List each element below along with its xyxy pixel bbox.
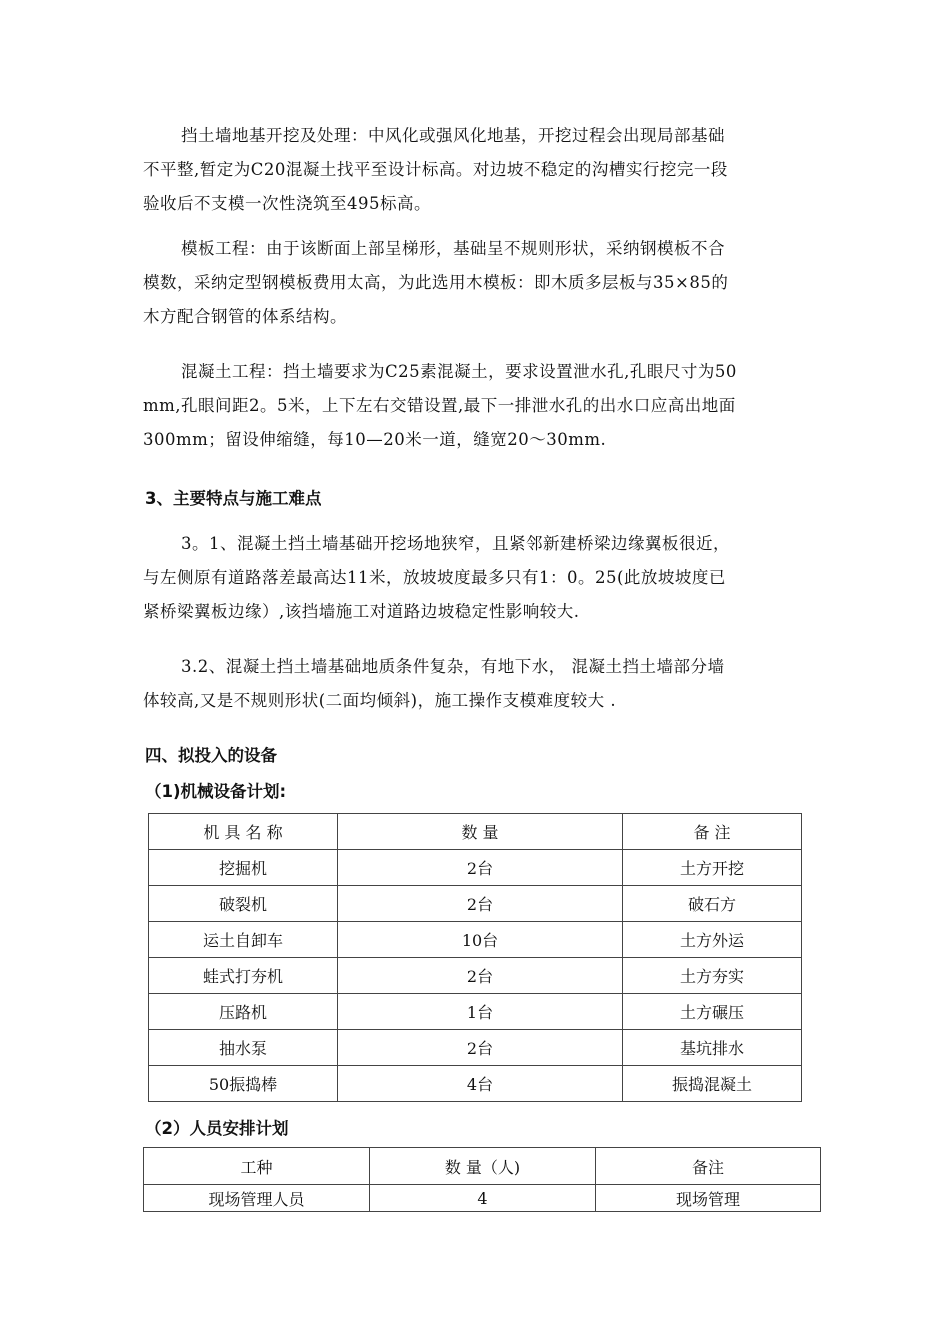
text-line: 模数，采纳定型钢模板费用太高，为此选用木模板：即木质多层板与35×85的 bbox=[143, 273, 729, 292]
table-cell: 压路机 bbox=[149, 994, 338, 1030]
paragraph-difficulty-2 bbox=[143, 650, 813, 718]
equipment-table bbox=[148, 813, 802, 1102]
table-cell: 运土自卸车 bbox=[149, 922, 338, 958]
table-header-row bbox=[144, 1148, 821, 1185]
text-line: 木方配合钢管的体系结构。 bbox=[143, 307, 347, 326]
table-cell: 4台 bbox=[338, 1066, 623, 1102]
table-row bbox=[144, 1185, 821, 1212]
table-cell: 土方碾压 bbox=[623, 994, 802, 1030]
text-line: 验收后不支模一次性浇筑至495标高。 bbox=[143, 194, 431, 213]
table-cell: 10台 bbox=[338, 922, 623, 958]
table-cell: 抽水泵 bbox=[149, 1030, 338, 1066]
table-cell: 4 bbox=[370, 1185, 596, 1212]
table-cell: 现场管理人员 bbox=[144, 1185, 370, 1212]
column-header: 备 注 bbox=[623, 814, 802, 850]
text-line: 混凝土工程：挡土墙要求为C25素混凝土，要求设置泄水孔,孔眼尺寸为50 bbox=[181, 362, 737, 381]
table-cell: 蛙式打夯机 bbox=[149, 958, 338, 994]
paragraph-difficulty-1 bbox=[143, 527, 813, 629]
table-header-row bbox=[149, 814, 802, 850]
table-cell: 土方外运 bbox=[623, 922, 802, 958]
column-header: 数 量 bbox=[338, 814, 623, 850]
table-row bbox=[149, 850, 802, 886]
text-line: 体较高,又是不规则形状(二面均倾斜)，施工操作支模难度较大 . bbox=[143, 691, 617, 710]
table-cell: 基坑排水 bbox=[623, 1030, 802, 1066]
text-line: 300mm；留设伸缩缝，每10—20米一道，缝宽20～30mm. bbox=[143, 430, 607, 449]
table-cell: 现场管理 bbox=[596, 1185, 821, 1212]
table-row bbox=[149, 1030, 802, 1066]
paragraph-formwork bbox=[143, 232, 813, 334]
text-line: 挡土墙地基开挖及处理：中风化或强风化地基，开挖过程会出现局部基础 bbox=[181, 126, 725, 145]
column-header: 备注 bbox=[596, 1148, 821, 1185]
table-cell: 1台 bbox=[338, 994, 623, 1030]
text-line: 不平整,暂定为C20混凝土找平至设计标高。对边坡不稳定的沟槽实行挖完一段 bbox=[143, 160, 728, 179]
table-row bbox=[149, 1066, 802, 1102]
table-row bbox=[149, 958, 802, 994]
table-cell: 2台 bbox=[338, 850, 623, 886]
table-cell: 2台 bbox=[338, 958, 623, 994]
table-cell: 土方夯实 bbox=[623, 958, 802, 994]
text-line: 紧桥梁翼板边缘）,该挡墙施工对道路边坡稳定性影响较大. bbox=[143, 602, 580, 621]
table-row bbox=[149, 922, 802, 958]
subsection-heading: （1)机械设备计划: bbox=[145, 782, 287, 801]
table-cell: 50振捣棒 bbox=[149, 1066, 338, 1102]
text-line: 模板工程：由于该断面上部呈梯形，基础呈不规则形状，采纳钢模板不合 bbox=[181, 239, 725, 258]
table-cell: 2台 bbox=[338, 1030, 623, 1066]
table-cell: 土方开挖 bbox=[623, 850, 802, 886]
table-cell: 2台 bbox=[338, 886, 623, 922]
column-header: 数 量（人) bbox=[370, 1148, 596, 1185]
column-header: 机 具 名 称 bbox=[149, 814, 338, 850]
table-row bbox=[149, 994, 802, 1030]
section-heading: 四、拟投入的设备 bbox=[145, 746, 277, 765]
text-line: mm,孔眼间距2。5米，上下左右交错设置,最下一排泄水孔的出水口应高出地面 bbox=[143, 396, 736, 415]
table-row bbox=[149, 886, 802, 922]
table-cell: 挖掘机 bbox=[149, 850, 338, 886]
subsection-heading: （2）人员安排计划 bbox=[145, 1119, 289, 1138]
table-cell: 破石方 bbox=[623, 886, 802, 922]
section-heading: 3、主要特点与施工难点 bbox=[145, 489, 322, 508]
text-line: 3。1、混凝土挡土墙基础开挖场地狭窄，且紧邻新建桥梁边缘翼板很近， bbox=[181, 534, 730, 553]
column-header: 工种 bbox=[144, 1148, 370, 1185]
text-line: 与左侧原有道路落差最高达11米，放坡坡度最多只有1：0。25(此放坡坡度已 bbox=[143, 568, 726, 587]
paragraph-foundation bbox=[143, 119, 813, 221]
table-cell: 振捣混凝土 bbox=[623, 1066, 802, 1102]
staff-table bbox=[143, 1147, 821, 1212]
table-cell: 破裂机 bbox=[149, 886, 338, 922]
paragraph-concrete bbox=[143, 355, 813, 457]
text-line: 3.2、混凝土挡土墙基础地质条件复杂，有地下水， 混凝土挡土墙部分墙 bbox=[181, 657, 725, 676]
